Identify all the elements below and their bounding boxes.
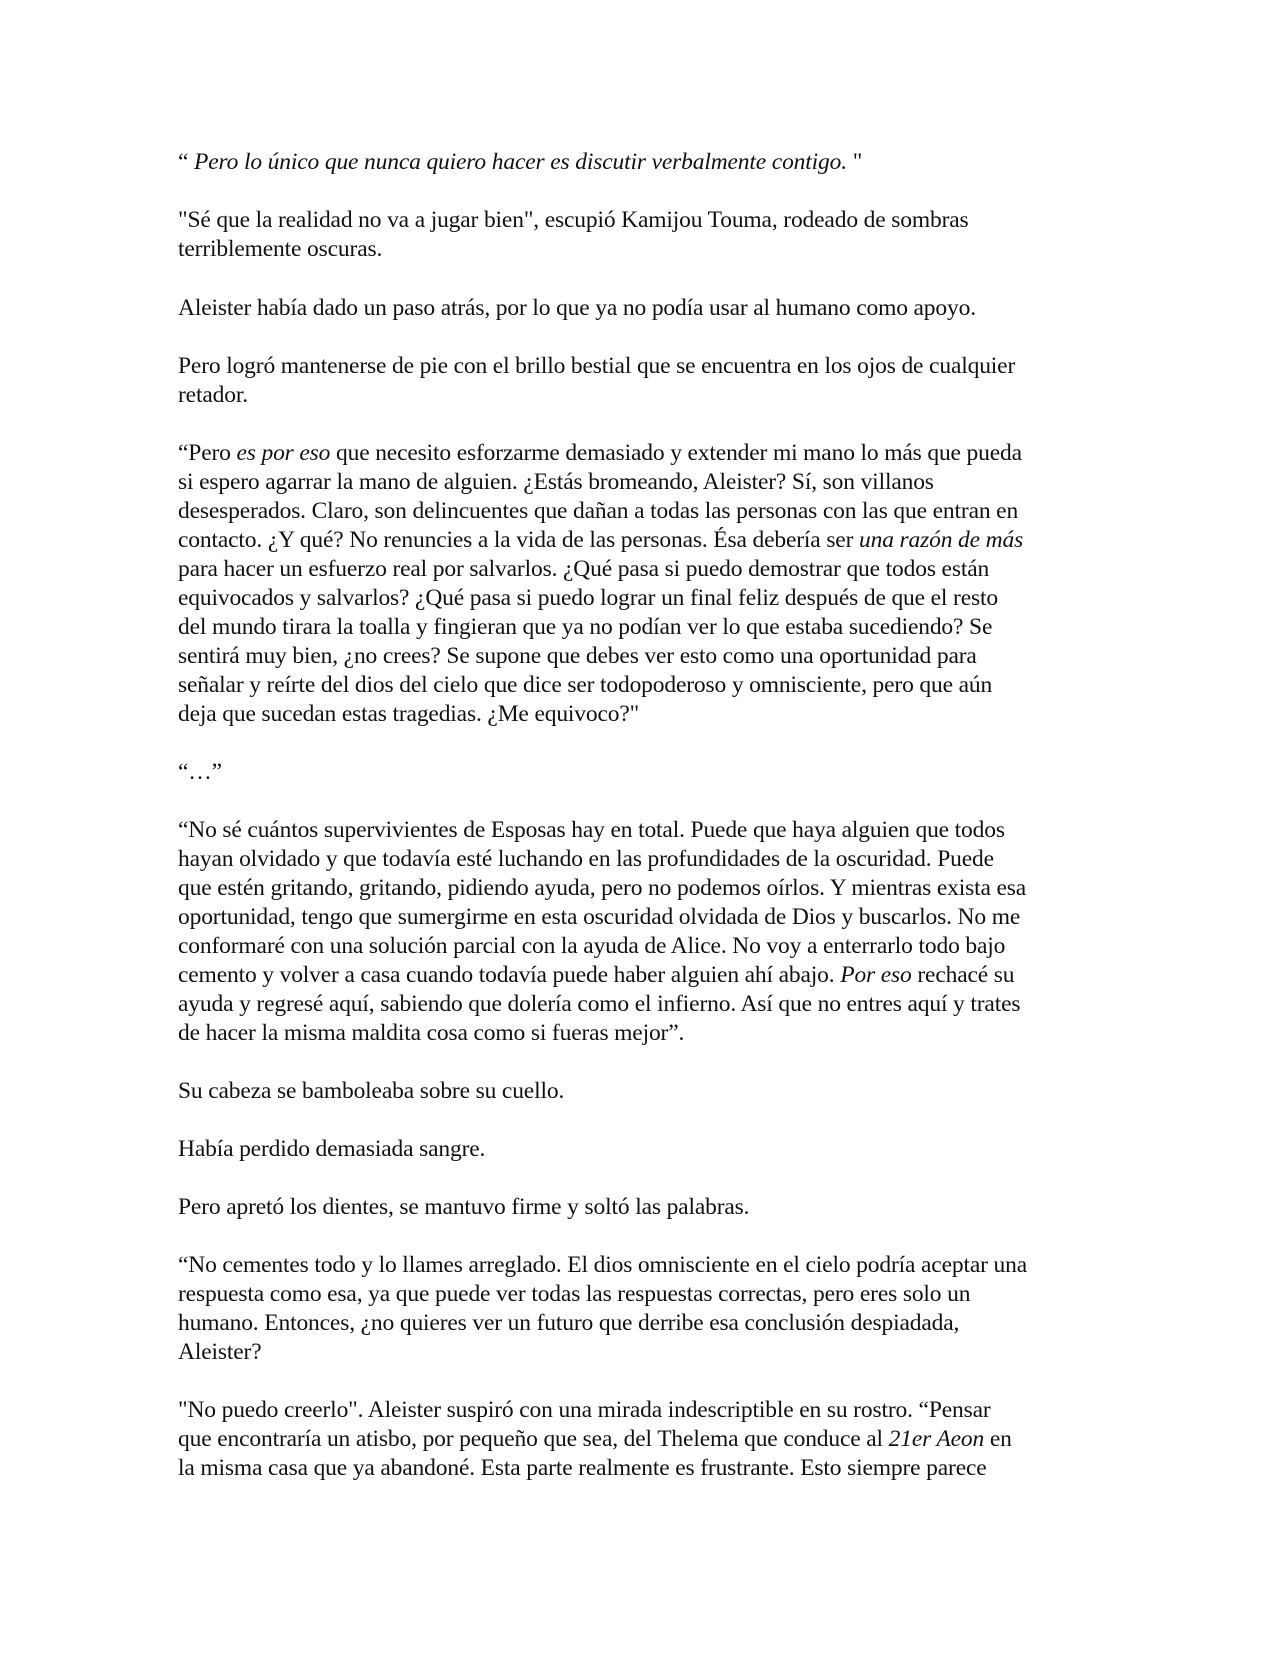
text-line: [178, 1077, 564, 1106]
text-line: [178, 903, 1020, 932]
text-line: [178, 381, 248, 410]
text-line: [178, 1251, 1027, 1280]
text-run: cemento y volver a casa cuando todavía puede haber alguien ahí abajo.: [178, 962, 841, 988]
text-line: [178, 816, 1005, 845]
text-run: desesperados. Claro, son delincuentes que dañan a todas las personas con las que entran en: [178, 498, 1019, 524]
text-line: [178, 468, 934, 497]
italic-text: una razón de más: [859, 527, 1024, 553]
text-line: [178, 758, 222, 787]
text-run: contacto. ¿Y qué? No renuncies a la vida de las personas. Ésa debería ser: [178, 527, 859, 553]
text-run: del mundo tirara la toalla y fingieran que ya no podían ver lo que estaba sucediendo? Se: [178, 614, 993, 640]
text-line: [178, 990, 1020, 1019]
text-run: “Pero: [178, 440, 237, 466]
text-line: [178, 845, 994, 874]
text-run: la misma casa que ya abandoné. Esta parte realmente es frustrante. Esto siempre parece: [178, 1455, 987, 1481]
text-run: "Sé que la realidad no va a jugar bien", escupió Kamijou Touma, rodeado de sombras: [178, 207, 969, 233]
text-run: Pero logró mantenerse de pie con el brillo bestial que se encuentra en los ojos de cualquier: [178, 353, 1016, 379]
text-run: "No puedo creerlo". Aleister suspiró con una mirada indescriptible en su rostro. “Pensar: [178, 1397, 991, 1423]
text-run: “: [178, 149, 195, 175]
text-line: [178, 1454, 987, 1483]
text-line: [178, 439, 1022, 468]
text-line: [178, 961, 1014, 990]
italic-text: Por eso: [840, 962, 912, 988]
text-line: [178, 671, 992, 700]
text-run: “No sé cuántos supervivientes de Esposas hay en total. Puede que haya alguien que todos: [178, 817, 1005, 843]
text-run: si espero agarrar la mano de alguien. ¿Estás bromeando, Aleister? Sí, son villanos: [178, 469, 934, 495]
text-run: sentirá muy bien, ¿no crees? Se supone que debes ver esto como una oportunidad para: [178, 643, 977, 669]
text-run: Aleister?: [178, 1339, 262, 1365]
text-line: [178, 1135, 485, 1164]
text-line: [178, 497, 1018, 526]
text-line: [178, 1338, 261, 1367]
text-line: [178, 584, 998, 613]
text-line: [178, 235, 382, 264]
text-run: que necesito esforzarme demasiado y extender mi mano lo más que pueda: [330, 440, 1022, 466]
text-line: [178, 642, 977, 671]
text-run: que estén gritando, gritando, pidiendo ayuda, pero no podemos oírlos. Y mientras exista esa: [178, 875, 1027, 901]
text-run: humano. Entonces, ¿no quieres ver un futuro que derribe esa conclusión despiadada,: [178, 1310, 960, 1336]
text-line: [178, 1309, 959, 1338]
text-line: [178, 613, 992, 642]
text-line: [178, 1425, 1012, 1454]
text-line: [178, 1019, 684, 1048]
text-run: deja que sucedan estas tragedias. ¿Me equivoco?": [178, 701, 640, 727]
text-run: “…”: [178, 759, 222, 785]
text-run: de hacer la misma maldita cosa como si fueras mejor”.: [178, 1020, 685, 1046]
text-run: respuesta como esa, ya que puede ver todas las respuestas correctas, pero eres solo un: [178, 1281, 971, 1307]
text-run: que encontraría un atisbo, por pequeño que sea, del Thelema que conduce al: [178, 1426, 889, 1452]
italic-text: 21er Aeon: [888, 1426, 985, 1452]
text-line: [178, 352, 1015, 381]
text-run: conformaré con una solución parcial con la ayuda de Alice. No voy a enterrarlo todo bajo: [178, 933, 1006, 959]
text-run: Aleister había dado un paso atrás, por lo que ya no podía usar al humano como apoyo.: [178, 295, 976, 321]
text-run: ": [846, 149, 863, 175]
text-run: ayuda y regresé aquí, sabiendo que dolería como el infierno. Así que no entres aquí y trates: [178, 991, 1021, 1017]
text-run: Había perdido demasiada sangre.: [178, 1136, 486, 1162]
text-line: [178, 1396, 991, 1425]
text-run: señalar y reírte del dios del cielo que dice ser todopoderoso y omnisciente, pero que aún: [178, 672, 993, 698]
text-run: rechacé su: [911, 962, 1015, 988]
text-run: “No cementes todo y lo llames arreglado. El dios omnisciente en el cielo podría aceptar una: [178, 1252, 1028, 1278]
text-line: [178, 1193, 749, 1222]
text-line: [178, 555, 989, 584]
text-line: [178, 148, 862, 177]
text-run: terriblemente oscuras.: [178, 236, 383, 262]
italic-text: es por eso: [236, 440, 331, 466]
text-run: en: [984, 1426, 1012, 1452]
text-line: [178, 526, 1023, 555]
text-line: [178, 294, 976, 323]
text-run: hayan olvidado y que todavía esté luchando en las profundidades de la oscuridad. Puede: [178, 846, 994, 872]
text-run: equivocados y salvarlos? ¿Qué pasa si puedo lograr un final feliz después de que el resto: [178, 585, 998, 611]
italic-text: Pero lo único que nunca quiero hacer es discutir verbalmente contigo.: [194, 149, 847, 175]
text-line: [178, 932, 1005, 961]
text-run: oportunidad, tengo que sumergirme en esta oscuridad olvidada de Dios y buscarlos. No me: [178, 904, 1021, 930]
text-line: [178, 206, 969, 235]
text-line: [178, 700, 639, 729]
text-run: para hacer un esfuerzo real por salvarlos. ¿Qué pasa si puedo demostrar que todos están: [178, 556, 990, 582]
text-run: Su cabeza se bamboleaba sobre su cuello.: [178, 1078, 565, 1104]
text-run: Pero apretó los dientes, se mantuvo firme y soltó las palabras.: [178, 1194, 750, 1220]
text-line: [178, 874, 1026, 903]
text-line: [178, 1280, 970, 1309]
text-run: retador.: [178, 382, 248, 408]
